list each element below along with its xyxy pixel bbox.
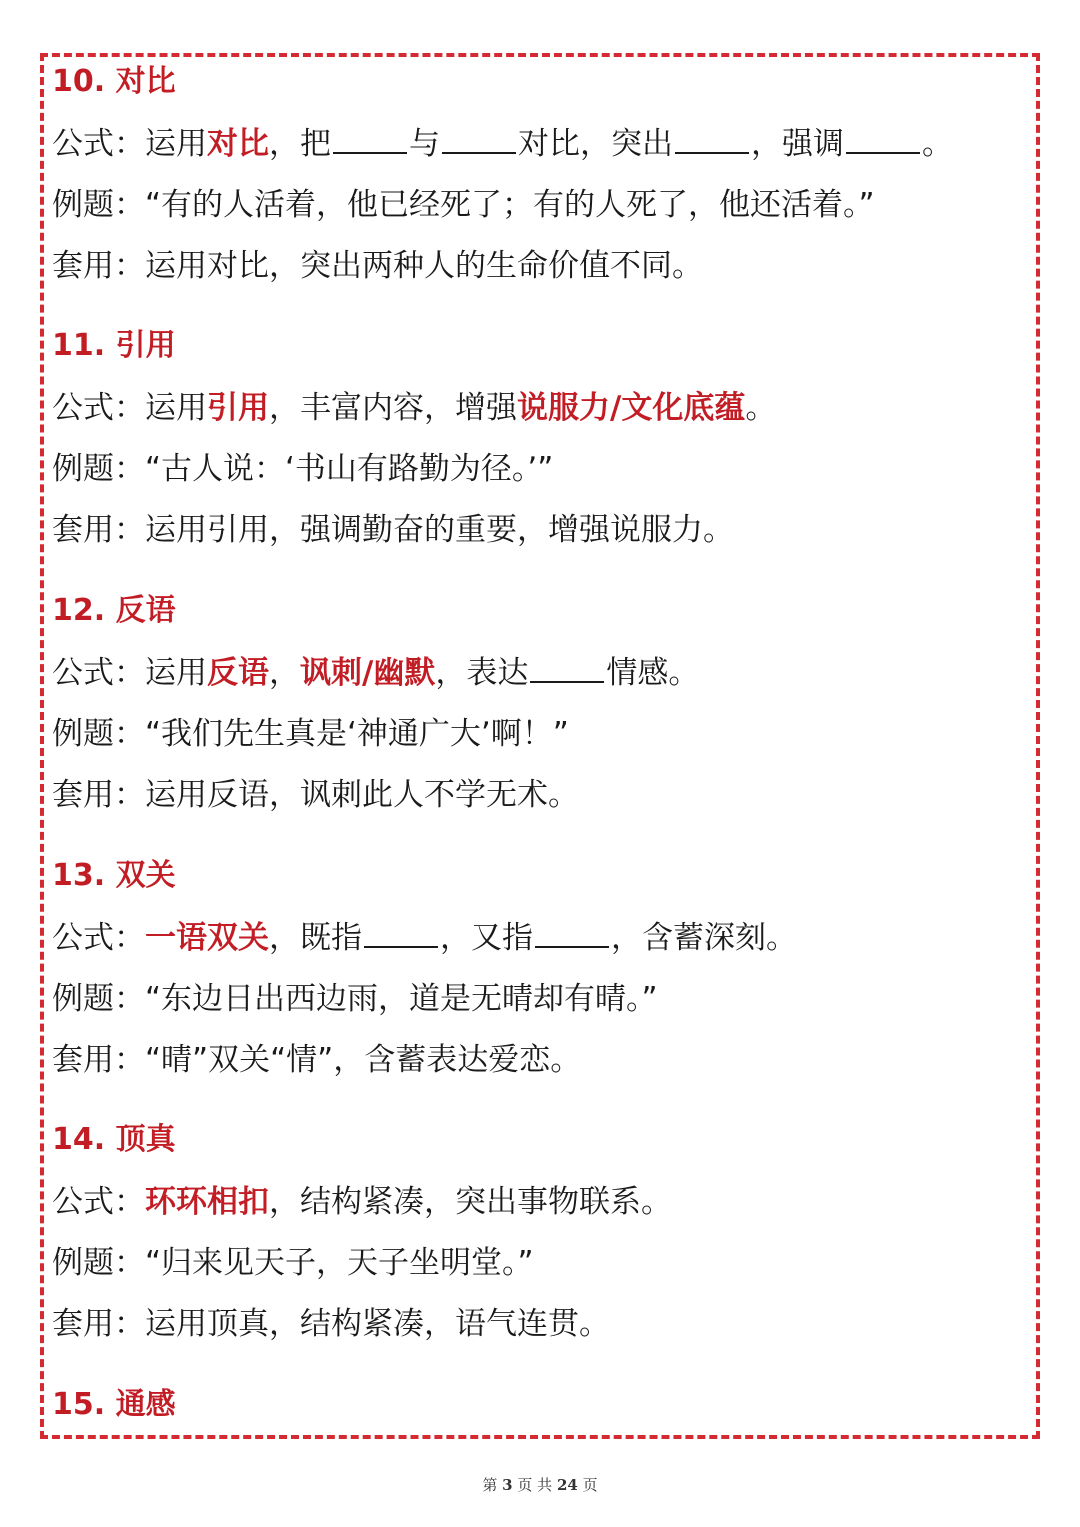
formula-line <box>52 1182 672 1222</box>
section-14 <box>52 1120 672 1344</box>
formula-label: 公式： <box>52 126 145 162</box>
example-line: 例题：“有的人活着，他已经死了；有的人死了，他还活着。” <box>52 187 875 223</box>
section-heading: 14. 顶真 <box>52 1122 176 1157</box>
page-number: 3 <box>502 1476 513 1494</box>
formula-label: 公式： <box>52 1184 145 1220</box>
footer-text: 页 共 <box>517 1476 553 1494</box>
example-line: 例题：“我们先生真是‘神通广大’啊！” <box>52 716 569 752</box>
total-pages: 24 <box>556 1476 578 1494</box>
apply-line: 套用：运用反语，讽刺此人不学无术。 <box>52 777 579 813</box>
section-heading: 15. 通感 <box>52 1387 176 1422</box>
formula-label: 公式： <box>52 655 145 691</box>
blank-line <box>846 126 920 154</box>
text: 对比，突出 <box>518 126 673 162</box>
section-heading: 10. 对比 <box>52 64 176 99</box>
footer-text: 页 <box>582 1476 598 1494</box>
apply-line: 套用：“晴”双关“情”，含蓄表达爱恋。 <box>52 1042 582 1078</box>
formula-label: 公式： <box>52 920 145 956</box>
section-11 <box>52 326 776 550</box>
highlight: 对比 <box>207 126 269 162</box>
text: 运用 <box>145 126 207 162</box>
text: 与 <box>409 126 440 162</box>
text: ，把 <box>269 126 331 162</box>
apply-line: 套用：运用对比，突出两种人的生命价值不同。 <box>52 248 703 284</box>
blank-line <box>675 126 749 154</box>
formula-line <box>52 918 797 958</box>
section-15 <box>52 1385 176 1425</box>
highlight: 反语 <box>207 655 269 691</box>
highlight: 说服力/文化底蕴 <box>517 390 746 426</box>
example-line: 例题：“古人说：‘书山有路勤为径。’” <box>52 451 554 487</box>
blank-line <box>535 920 609 948</box>
blank-line <box>364 920 438 948</box>
text: 。 <box>922 126 953 162</box>
section-heading: 12. 反语 <box>52 593 176 628</box>
formula-line <box>52 653 699 693</box>
page-footer <box>0 1474 1080 1495</box>
text: 运用 <box>145 390 207 426</box>
section-heading: 13. 双关 <box>52 858 176 893</box>
text: ，含蓄深刻。 <box>611 920 797 956</box>
text: ，又指 <box>440 920 533 956</box>
text: ，丰富内容，增强 <box>269 390 517 426</box>
formula-line <box>52 124 953 164</box>
text: 。 <box>745 390 777 426</box>
highlight: 引用 <box>207 390 269 426</box>
text: ， <box>269 655 300 691</box>
example-line: 例题：“东边日出西边雨，道是无晴却有晴。” <box>52 981 658 1017</box>
formula-label: 公式： <box>52 390 145 426</box>
blank-line <box>333 126 407 154</box>
section-13 <box>52 856 797 1080</box>
formula-line <box>52 388 776 428</box>
example-line: 例题：“归来见天子，天子坐明堂。” <box>52 1245 534 1281</box>
text: 运用 <box>145 655 207 691</box>
section-heading: 11. 引用 <box>52 328 176 363</box>
footer-text: 第 <box>482 1476 498 1494</box>
apply-line: 套用：运用引用，强调勤奋的重要，增强说服力。 <box>52 512 734 548</box>
text: ，既指 <box>269 920 362 956</box>
text: ，表达 <box>435 655 529 691</box>
text: ，强调 <box>751 126 844 162</box>
text: ，结构紧凑，突出事物联系。 <box>269 1184 672 1220</box>
blank-line <box>530 655 604 683</box>
highlight: 讽刺/幽默 <box>300 655 436 691</box>
highlight: 一语双关 <box>145 920 269 956</box>
section-12 <box>52 591 699 815</box>
blank-line <box>442 126 516 154</box>
text: 情感。 <box>606 655 700 691</box>
apply-line: 套用：运用顶真，结构紧凑，语气连贯。 <box>52 1306 610 1342</box>
section-10 <box>52 62 953 286</box>
highlight: 环环相扣 <box>145 1184 269 1220</box>
